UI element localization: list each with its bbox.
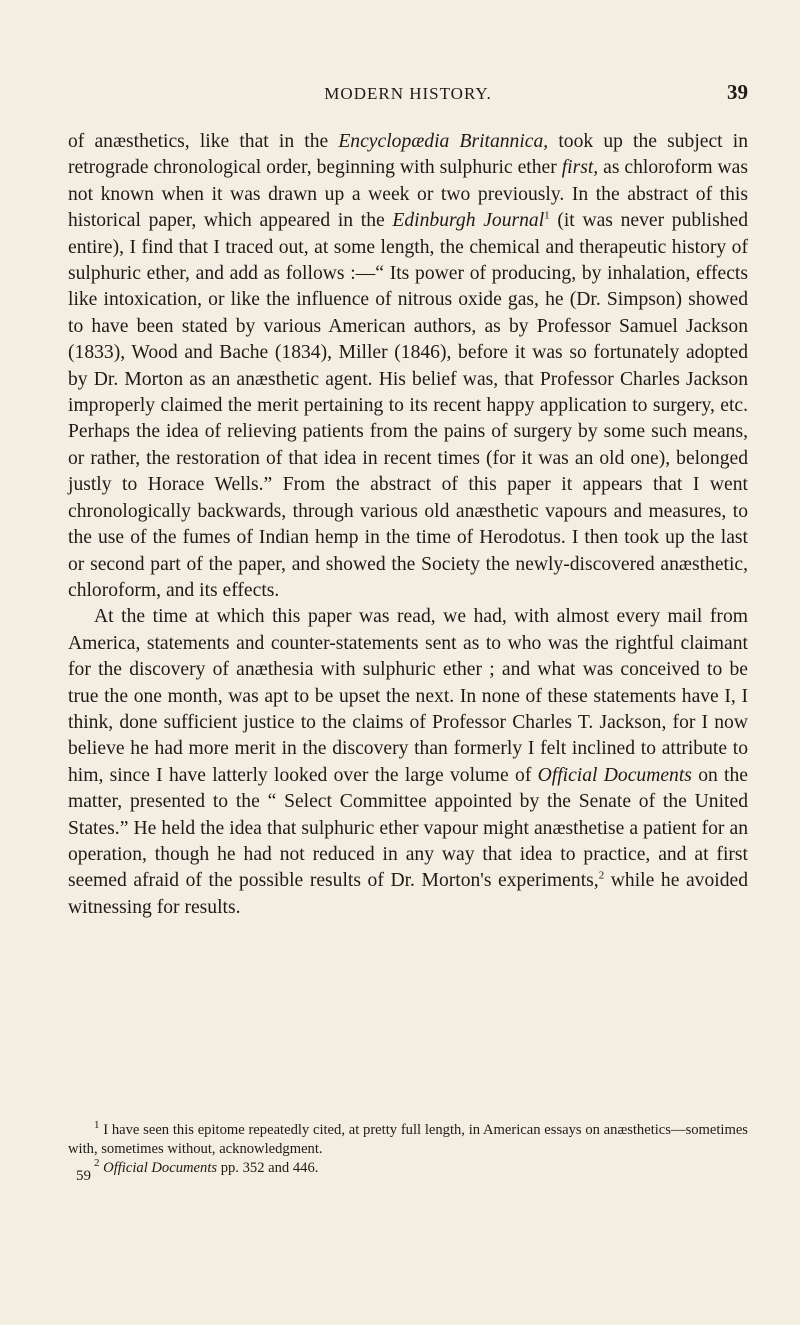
page-number: 39 — [727, 80, 748, 104]
footnotes — [68, 1121, 748, 1178]
paragraph-2 — [68, 604, 748, 921]
signature-mark: 59 — [76, 1168, 91, 1184]
text-run: while he avoided witnessing for results. — [68, 870, 748, 918]
text-run: (it was never published entire), I find that I traced out, at some length, the chemical and therapeutic history of sulphuric ether, and add as follows :—“ Its power of producing, by inhalation, effects like intoxication, or like the influence of nitrous oxide gas, he (Dr. Simpson) showed to have been stated by various American authors, as by Professor Samuel Jackson (1833), Wood and Bache (1834), Miller (1846), before it was so fortunately adopted by Dr. Morton as an anæsthetic agent. His belief was, that Professor Charles Jackson improperly claimed the merit pertaining to its recent happy application to surgery, etc. Perhaps the idea of relieving patients from the pains of surgery by some such means, or rather, the restoration of that idea in recent times (for it was an old one), belonged justly to Horace Wells.” From the abstract of this paper it appears that I went chronologically backwards, through various old anæsthetic vapours and measures, to the use of the fumes of Indian hemp in the time of Herodotus. I then took up the last or second part of the paper, and showed the Society the newly-discovered anæsthetic, chloroform, and its effects. — [68, 210, 748, 601]
italic-text: Encyclopædia Britannica, — [338, 131, 549, 152]
italic-text: Official Documents — [537, 764, 692, 786]
text-run: At the time at which this paper was read, we had, with almost every mail from America, statements and counter-statements sent as to who was the rightful claimant for the discovery of anæthesia with sulphuric ether ; and what was conceived to be true the one month, was apt to be upset the next. In none of these statements have I, I think, done sufficient justice to the claims of Professor Charles T. Jackson, for I now believe he had more merit in the discovery than formerly I felt inclined to attribute to him, since I have latterly looked over the large volume of — [68, 606, 748, 786]
text-run: I have seen this epitome repeatedly cited, at pretty full length, in American essays on anæsthetics—sometimes with, sometimes without, acknowledgment. — [68, 1122, 748, 1157]
footnote-2 — [68, 1159, 748, 1178]
italic-text: Official Documents — [103, 1160, 218, 1176]
footnote-marker: 2 — [94, 1157, 100, 1170]
page-header — [68, 80, 748, 114]
text-run: pp. 352 and 446. — [217, 1160, 319, 1176]
body-text — [68, 129, 748, 921]
paragraph-1 — [68, 129, 748, 604]
footnote-1 — [68, 1121, 748, 1159]
footnote-marker: 1 — [94, 1119, 100, 1132]
text-run: of anæsthetics, like that in the — [68, 131, 339, 152]
text-run: as chloroform was not known when it was drawn up a week or two previously. In the abstract of this historical paper, which appeared in the — [68, 157, 748, 232]
text-run: took up the subject in retrograde chronological order, beginning with sulphuric ether — [68, 131, 749, 179]
italic-text: first, — [561, 157, 599, 179]
italic-text: Edinburgh Journal — [392, 210, 545, 232]
footnote-marker: 1 — [544, 209, 550, 222]
footnote-marker: 2 — [598, 869, 605, 882]
running-head: MODERN HISTORY. — [324, 84, 492, 103]
text-run: on the matter, presented to the “ Select Committee appointed by the Senate of the United States.” He held the idea that sulphuric ether vapour might anæsthetise a patient for an operation, though he had not reduced in any way that idea to practice, and at first seemed afraid of the possible results of Dr. Morton's experiments, — [68, 764, 748, 892]
